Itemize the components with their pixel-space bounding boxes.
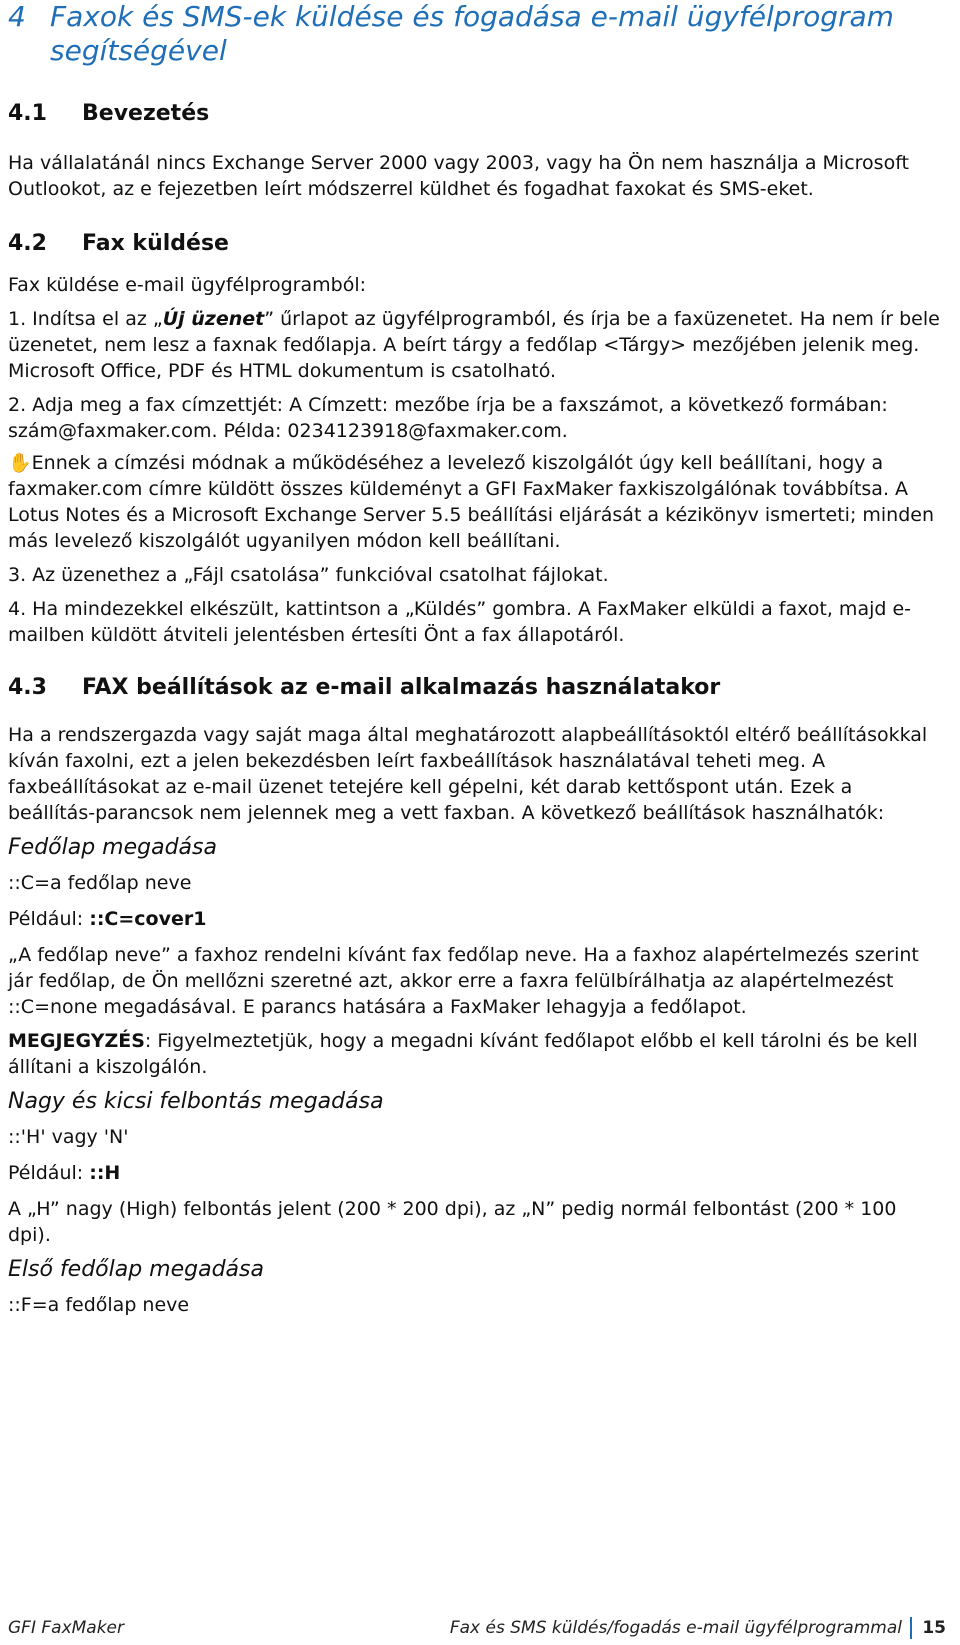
intro-paragraph: Ha vállalatánál nincs Exchange Server 2000 vagy 2003, vagy ha Ön nem használja a Microsoft Outlookot, az e fejezetben leírt módszerrel küldhet és fogadhat faxokat és SMS-eket.	[8, 152, 910, 200]
chapter-title	[8, 0, 944, 68]
resolution-example	[8, 1160, 944, 1186]
chapter-title-line1: Faxok és SMS-ek küldése és fogadása e-mail ügyfélprogram	[50, 0, 894, 33]
cover-description: „A fedőlap neve” a faxhoz rendelni kívánt fax fedőlap neve. Ha a faxhoz alapértelmezés szerint jár fedőlap, de Ön mellőzni szeretné azt, akkor erre a faxra felülbírálhatja az alapértelmezést ::C=none megadásával. E parancs hatására a FaxMaker lehagyja a fedőlapot.	[8, 944, 919, 1018]
note-body: : Figyelmeztetjük, hogy a megadni kívánt fedőlapot előbb el kell tárolni és be kell állítani a kiszolgálón.	[8, 1030, 918, 1078]
first-cover-subheading: Első fedőlap megadása	[8, 1257, 264, 1282]
footer-chapter: Fax és SMS küldés/fogadás e-mail ügyfélprogrammal	[449, 1618, 902, 1638]
hand-pointer-icon: ✋	[8, 452, 32, 474]
section-title: Bevezetés	[82, 101, 210, 126]
cover-syntax: ::C=a fedőlap neve	[8, 872, 192, 894]
resolution-syntax: ::'H' vagy 'N'	[8, 1126, 129, 1148]
step-3: 3. Az üzenethez a „Fájl csatolása” funkcióval csatolhat fájlokat.	[8, 564, 609, 586]
cover-page-subheading: Fedőlap megadása	[8, 835, 217, 860]
section-number: 4.3	[8, 675, 47, 700]
settings-intro: Ha a rendszergazda vagy saját maga által meghatározott alapbeállításoktól eltérő beállításokkal kíván faxolni, ezt a jelen bekezdésben leírt faxbeállítások használatával teheti meg. A faxbeállításokat az e-mail üzenet tetejére kell gépelni, két darab kettőspont után. Ezek a beállítás-parancsok nem jelennek meg a vett faxban. A következő beállítások használhatók:	[8, 724, 928, 824]
note-paragraph	[8, 450, 944, 554]
note-label: MEGJEGYZÉS	[8, 1030, 145, 1052]
section-title: FAX beállítások az e-mail alkalmazás használatakor	[82, 675, 721, 700]
note-text: Ennek a címzési módnak a működéséhez a levelező kiszolgálót úgy kell beállítani, hogy a faxmaker.com címre küldött összes küldeményt a GFI FaxMaker faxkiszolgálónak továbbítsa. A Lotus Notes és a Microsoft Exchange Server 5.5 beállítási eljárását a kézikönyv ismerteti; minden más levelező kiszolgálót ugyanilyen módon kell beállítani.	[8, 452, 935, 552]
resolution-subheading: Nagy és kicsi felbontás megadása	[8, 1089, 384, 1114]
step-1	[8, 306, 944, 384]
resolution-description: A „H” nagy (High) felbontás jelent (200 * 200 dpi), az „N” pedig normál felbontást (200 * 100 dpi).	[8, 1198, 897, 1246]
section-number: 4.1	[8, 101, 47, 126]
chapter-title-line2: segítségével	[50, 34, 227, 67]
section-4-1-heading	[8, 100, 944, 128]
new-message-term: Új üzenet	[162, 308, 265, 330]
document-page	[8, 0, 944, 1318]
section-4-2-heading	[8, 230, 944, 258]
cover-example	[8, 906, 944, 932]
example-label: Például:	[8, 1162, 90, 1184]
section-number: 4.2	[8, 231, 47, 256]
first-cover-syntax: ::F=a fedőlap neve	[8, 1294, 190, 1316]
section-4-3-heading	[8, 674, 944, 702]
example-code: ::C=cover1	[89, 908, 207, 930]
example-code: ::H	[89, 1162, 121, 1184]
step-1-text-a: 1. Indítsa el az „	[8, 308, 163, 330]
step-1-text-b: ” űrlapot az ügyfélprogramból, és írja be a faxüzenetet. Ha nem ír bele üzenetet, nem lesz a faxnak fedőlapja. A beírt tárgy a fedőlap <Tárgy> mezőjében jelenik meg. Microsoft Office, PDF és HTML dokumentum is csatolható.	[8, 308, 940, 382]
cover-note	[8, 1028, 944, 1080]
footer-separator	[910, 1617, 912, 1639]
page-number: 15	[922, 1618, 946, 1638]
step-2: 2. Adja meg a fax címzettjét: A Címzett: mezőbe írja be a faxszámot, a következő formában: szám@faxmaker.com. Példa: 0234123918@faxmaker.com.	[8, 394, 888, 442]
step-4: 4. Ha mindezekkel elkészült, kattintson a „Küldés” gombra. A FaxMaker elküldi a faxot, majd e-mailben küldött átviteli jelentésben értesíti Önt a fax állapotáról.	[8, 598, 912, 646]
fax-send-intro: Fax küldése e-mail ügyfélprogramból:	[8, 274, 366, 296]
section-title: Fax küldése	[82, 231, 229, 256]
example-label: Például:	[8, 908, 90, 930]
chapter-number: 4	[8, 0, 26, 33]
footer-product: GFI FaxMaker	[8, 1618, 125, 1638]
